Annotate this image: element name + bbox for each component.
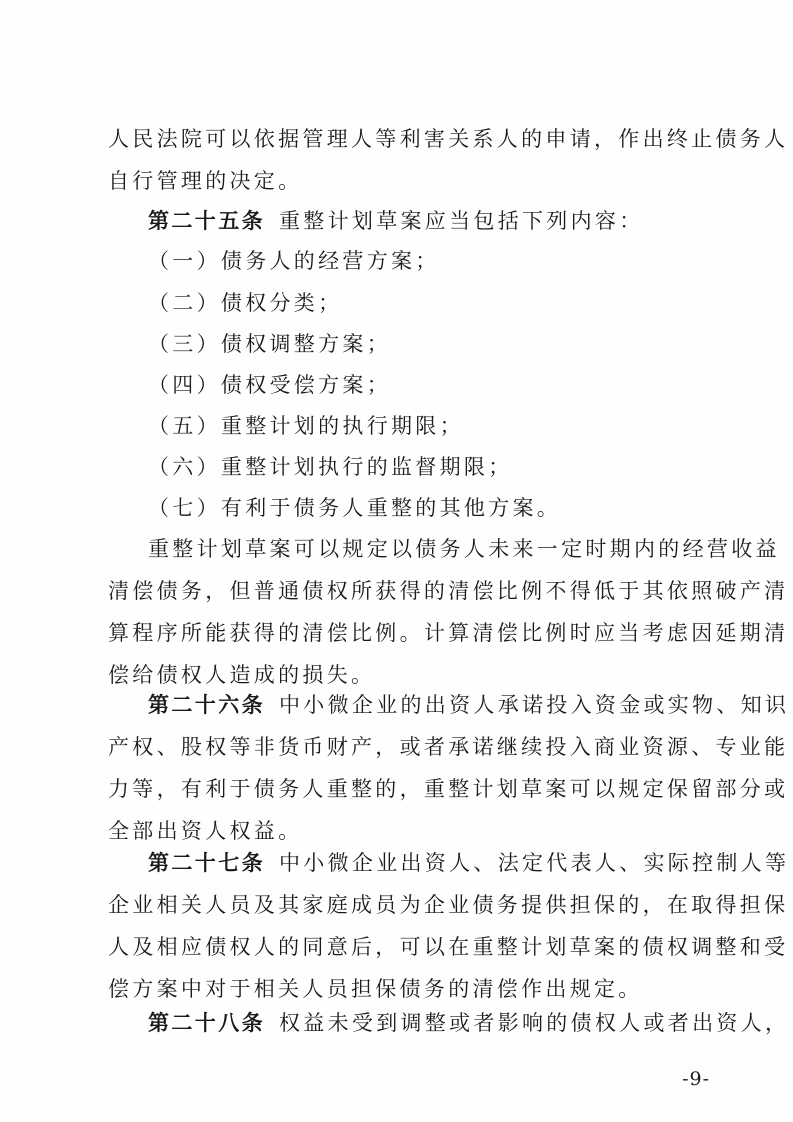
article-number: 第二十七条: [148, 851, 265, 875]
text-line: 偿给债权人造成的损失。: [108, 663, 376, 687]
article-number: 第二十六条: [148, 693, 265, 717]
text-line: 清偿债务，但普通债权所获得的清偿比例不得低于其依照破产清: [108, 579, 789, 603]
text-line: 自行管理的决定。: [108, 169, 303, 193]
text-line: 产权、股权等非货币财产，或者承诺继续投入商业资源、专业能: [108, 735, 789, 759]
list-item: （七）有利于债务人重整的其他方案。: [148, 496, 562, 520]
article-text: 中小微企业的出资人承诺投入资金或实物、知识: [279, 693, 790, 717]
article-number: 第二十五条: [148, 209, 265, 233]
page-number: -9-: [682, 1068, 710, 1090]
article-text: 权益未受到调整或者影响的债权人或者出资人，: [279, 1011, 790, 1035]
list-item: （三）债权调整方案；: [148, 332, 391, 356]
list-item: （二）债权分类；: [148, 291, 343, 315]
article-25-heading: [148, 200, 708, 242]
article-26-heading: [148, 684, 790, 726]
article-28-heading: [148, 1002, 790, 1044]
list-item: （四）债权受偿方案；: [148, 373, 391, 397]
text-line: 全部出资人权益。: [108, 819, 303, 843]
list-item: （六）重整计划执行的监督期限；: [148, 455, 513, 479]
text-line: 人民法院可以依据管理人等利害关系人的申请，作出终止债务人: [108, 127, 789, 151]
text-line: 偿方案中对于相关人员担保债务的清偿作出规定。: [108, 977, 643, 1001]
text-line: 重整计划草案可以规定以债务人未来一定时期内的经营收益: [148, 537, 780, 561]
text-line: 算程序所能获得的清偿比例。计算清偿比例时应当考虑因延期清: [108, 621, 789, 645]
list-item: （一）债务人的经营方案；: [148, 249, 440, 273]
article-27-heading: [148, 842, 790, 884]
list-item: （五）重整计划的执行期限；: [148, 414, 464, 438]
article-text: 中小微企业出资人、法定代表人、实际控制人等: [279, 851, 790, 875]
text-line: 企业相关人员及其家庭成员为企业债务提供担保的，在取得担保: [108, 893, 789, 917]
article-number: 第二十八条: [148, 1011, 265, 1035]
text-line: 力等，有利于债务人重整的，重整计划草案可以规定保留部分或: [108, 777, 789, 801]
article-text: 重整计划草案应当包括下列内容：: [279, 209, 644, 233]
text-line: 人及相应债权人的同意后，可以在重整计划草案的债权调整和受: [108, 935, 789, 959]
